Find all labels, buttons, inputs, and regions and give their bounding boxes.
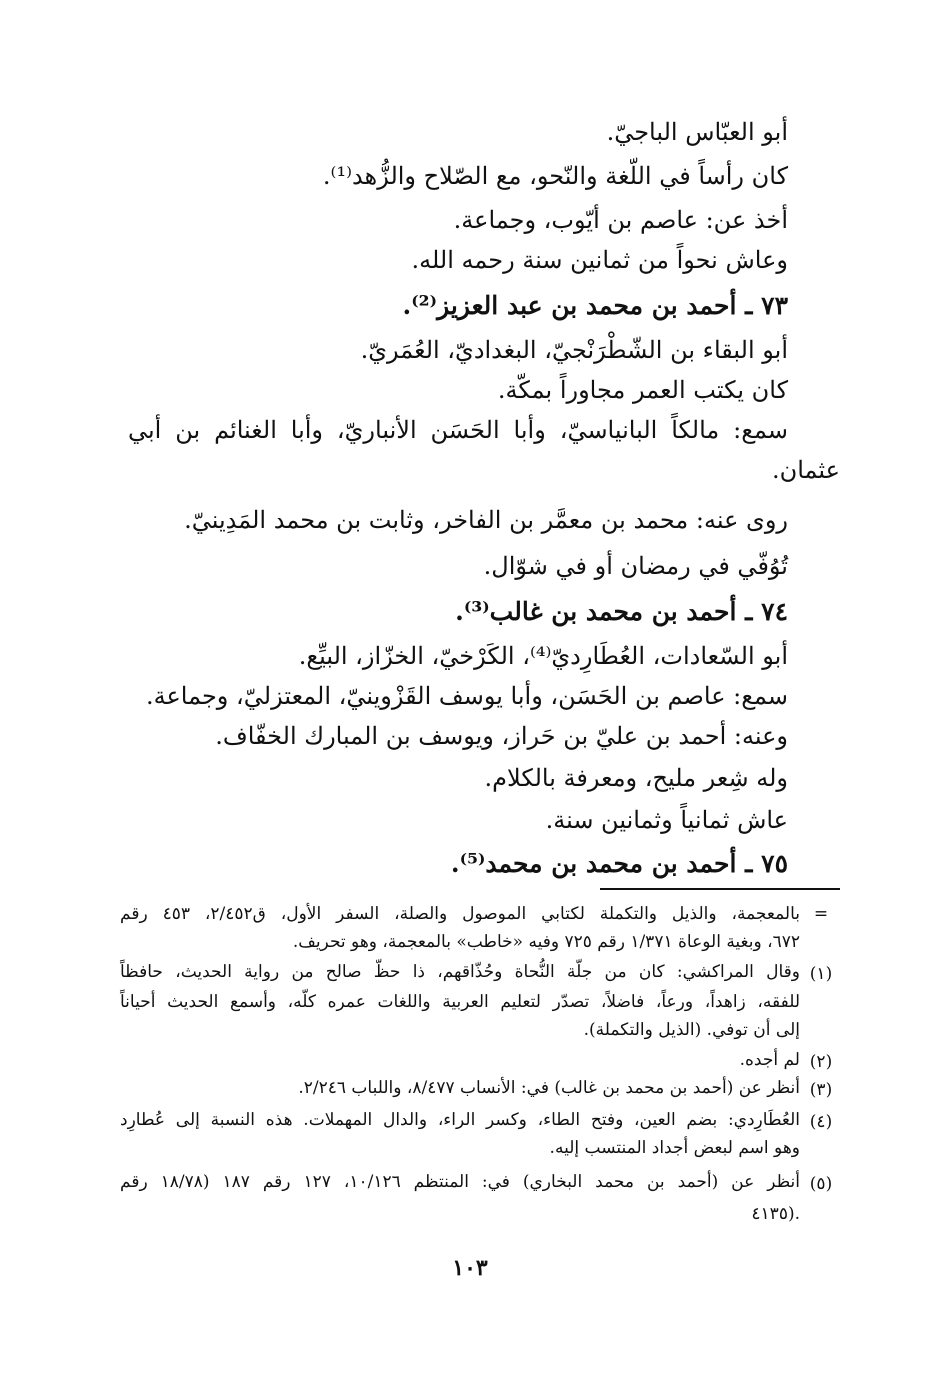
body-line-9: عثمان. <box>771 456 840 484</box>
footnote-rule <box>600 888 840 890</box>
body-line-2: كان رأساً في اللّغة والنّحو، مع الصّلاح والزُّهد⁽¹⁾. <box>322 162 788 190</box>
body-line-14: سمع: عاصم بن الحَسَن، وأبا يوسف القَزْوينيّ، المعتزليّ، وجماعة. <box>145 682 788 710</box>
footnote-4-line-1: العُطَارِدي: بضم العين، وفتح الطاء، وكسر الراء، والدال المهملات. هذه النسبة إلى عُطارِد <box>120 1110 800 1130</box>
footnote-marker-2: (٢) <box>809 1052 833 1072</box>
body-line-1: أبو العبّاس الباجيّ. <box>606 118 788 146</box>
body-line-17: عاش ثمانياً وثمانين سنة. <box>545 806 788 834</box>
body-line-10: روى عنه: محمد بن معمَّر بن الفاخر، وثابت بن محمد المَدِينيّ. <box>184 506 788 534</box>
body-line-8: سمع: مالكاً البانياسيّ، وأبا الحَسَن الأنباريّ، وأبا الغنائم بن أبي <box>128 416 788 444</box>
page-number: ١٠٣ <box>452 1255 488 1281</box>
footnote-2-line-1: لم أجده. <box>739 1050 800 1070</box>
footnote-marker-continuation: = <box>813 904 829 924</box>
footnote-4-line-2: وهو اسم لبعض أجداد المنتسب إليه. <box>549 1138 800 1158</box>
footnote-continuation-line-2: ٦٧٢، وبغية الوعاة ١/٣٧١ رقم ٧٢٥ وفيه «خاطب» بالمعجمة، وهو تحريف. <box>292 932 800 952</box>
footnote-5-line-1: أنظر عن (أحمد بن محمد البخاري) في: المنتظم ١٠/١٢٦، ١٢٧ رقم ١٨٧ (١٨/٧٨ رقم <box>120 1172 800 1192</box>
footnote-marker-1: (١) <box>809 964 833 984</box>
footnote-continuation-line-1: بالمعجمة، والذيل والتكملة لكتابي الموصول والصلة، السفر الأول، ق٢/٤٥٢، ٤٥٣ رقم <box>120 904 800 924</box>
entry-heading-75: ٧٥ ـ أحمد بن محمد بن محمد⁽⁵⁾. <box>450 849 788 878</box>
body-line-11: تُوُفّي في رمضان أو في شوّال. <box>483 552 788 580</box>
body-line-3: أخذ عن: عاصم بن أيّوب، وجماعة. <box>453 206 788 234</box>
entry-heading-73: ٧٣ ـ أحمد بن محمد بن عبد العزيز⁽²⁾. <box>402 291 788 320</box>
entry-heading-74: ٧٤ ـ أحمد بن محمد بن غالب⁽³⁾. <box>455 597 788 626</box>
footnote-marker-4: (٤) <box>809 1112 833 1132</box>
footnote-marker-5: (٥) <box>809 1174 833 1194</box>
body-line-6: أبو البقاء بن الشّطْرَنْجيّ، البغداديّ، العُمَريّ. <box>360 336 788 364</box>
body-line-4: وعاش نحواً من ثمانين سنة رحمه الله. <box>411 246 788 274</box>
body-line-7: كان يكتب العمر مجاوراً بمكّة. <box>497 376 788 404</box>
body-line-13: أبو السّعادات، العُطَارِديّ⁽⁴⁾، الكَرْخيّ، الخزّاز، البيِّع. <box>298 642 788 670</box>
footnote-5-line-2: ٤١٣٥). <box>751 1204 800 1224</box>
body-line-16: وله شِعر مليح، ومعرفة بالكلام. <box>484 764 788 792</box>
footnote-1-line-1: وقال المراكشي: كان من جلّة النُّحاة وحُذّاقهم، ذا حظّ صالح من رواية الحديث، حافظاً <box>120 962 800 982</box>
footnote-3-line-1: أنظر عن (أحمد بن محمد بن غالب) في: الأنساب ٨/٤٧٧، واللباب ٢/٢٤٦. <box>298 1078 800 1098</box>
body-line-15: وعنه: أحمد بن عليّ بن حَراز، ويوسف بن المبارك الخفّاف. <box>215 722 788 750</box>
footnote-1-line-3: إلى أن توفي. (الذيل والتكملة). <box>583 1020 800 1040</box>
footnote-1-line-2: للفقه، زاهداً، ورعاً، فاضلاً، تصدّر لتعليم العربية واللغات عمره كلّه، وأسمع الحديث أحياناً <box>120 992 800 1012</box>
footnote-marker-3: (٣) <box>809 1080 833 1100</box>
